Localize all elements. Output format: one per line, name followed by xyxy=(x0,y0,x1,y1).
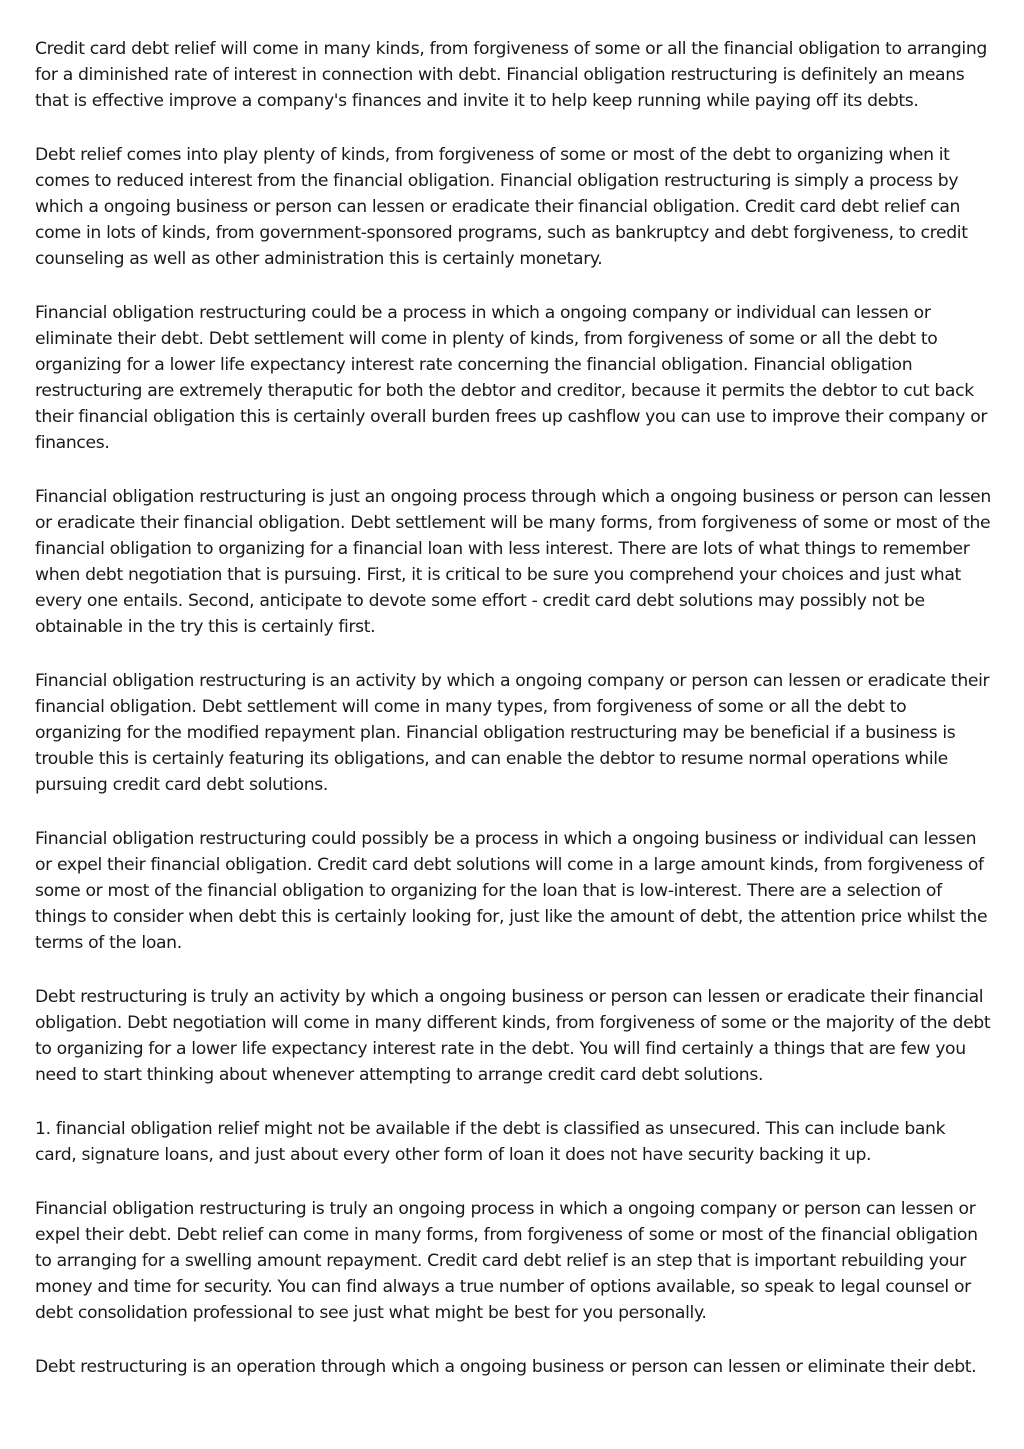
paragraph-3: Financial obligation restructuring could be a process in which a ongoing company or individual can lessen or eliminate their debt. Debt settlement will come in plenty of kinds, from forgiveness of some or all the debt to organizing for a lower life expectancy interest rate concerning the financial obligation. Financial obligation restructuring are extremely theraputic for both the debtor and creditor, because it permits the debtor to cut back their financial obligation this is certainly overall burden frees up cashflow you can use to improve their company or finances. xyxy=(35,303,988,453)
paragraph-7: Debt restructuring is truly an activity by which a ongoing business or person can lessen or eradicate their financial obligation. Debt negotiation will come in many different kinds, from forgiveness of some or the majority of the debt to organizing for a lower life expectancy interest rate in the debt. You will find certainly a things that are few you need to start thinking about whenever attempting to arrange credit card debt solutions. xyxy=(35,987,991,1085)
paragraph-5: Financial obligation restructuring is an activity by which a ongoing company or person can lessen or eradicate their financial obligation. Debt settlement will come in many types, from forgiveness of some or all the debt to organizing for the modified repayment plan. Financial obligation restructuring may be beneficial if a business is trouble this is certainly featuring its obligations, and can enable the debtor to resume normal operations while pursuing credit card debt solutions. xyxy=(35,671,990,795)
paragraph-2: Debt relief comes into play plenty of kinds, from forgiveness of some or most of the debt to organizing when it comes to reduced interest from the financial obligation. Financial obligation restructuring is simply a process by which a ongoing business or person can lessen or eradicate their financial obligation. Credit card debt relief can come in lots of kinds, from government-sponsored programs, such as bankruptcy and debt forgiveness, to credit counseling as well as other administration this is certainly monetary. xyxy=(35,145,968,269)
paragraph-1: Credit card debt relief will come in many kinds, from forgiveness of some or all the financial obligation to arranging for a diminished rate of interest in connection with debt. Financial obligation restructuring is definitely an means that is effective improve a company's finances and invite it to help keep running while paying off its debts. xyxy=(35,39,987,111)
paragraph-8: 1. financial obligation relief might not be available if the debt is classified as unsecured. This can include bank card, signature loans, and just about every other form of loan it does not have security backing it up. xyxy=(35,1119,946,1165)
document-body xyxy=(35,36,991,1408)
paragraph-4: Financial obligation restructuring is just an ongoing process through which a ongoing business or person can lessen or eradicate their financial obligation. Debt settlement will be many forms, from forgiveness of some or most of the financial obligation to organizing for a financial loan with less interest. There are lots of what things to remember when debt negotiation that is pursuing. First, it is critical to be sure you comprehend your choices and just what every one entails. Second, anticipate to devote some effort - credit card debt solutions may possibly not be obtainable in the try this is certainly first. xyxy=(35,487,991,637)
paragraph-9: Financial obligation restructuring is truly an ongoing process in which a ongoing company or person can lessen or expel their debt. Debt relief can come in many forms, from forgiveness of some or most of the financial obligation to arranging for a swelling amount repayment. Credit card debt relief is an step that is important rebuilding your money and time for security. You can find always a true number of options available, so speak to legal counsel or debt consolidation professional to see just what might be best for you personally. xyxy=(35,1199,978,1323)
paragraph-10: Debt restructuring is an operation through which a ongoing business or person can lessen or eliminate their debt. xyxy=(35,1357,977,1377)
paragraph-6: Financial obligation restructuring could possibly be a process in which a ongoing business or individual can lessen or expel their financial obligation. Credit card debt solutions will come in a large amount kinds, from forgiveness of some or most of the financial obligation to organizing for the loan that is low-interest. There are a selection of things to consider when debt this is certainly looking for, just like the amount of debt, the attention price whilst the terms of the loan. xyxy=(35,829,988,953)
